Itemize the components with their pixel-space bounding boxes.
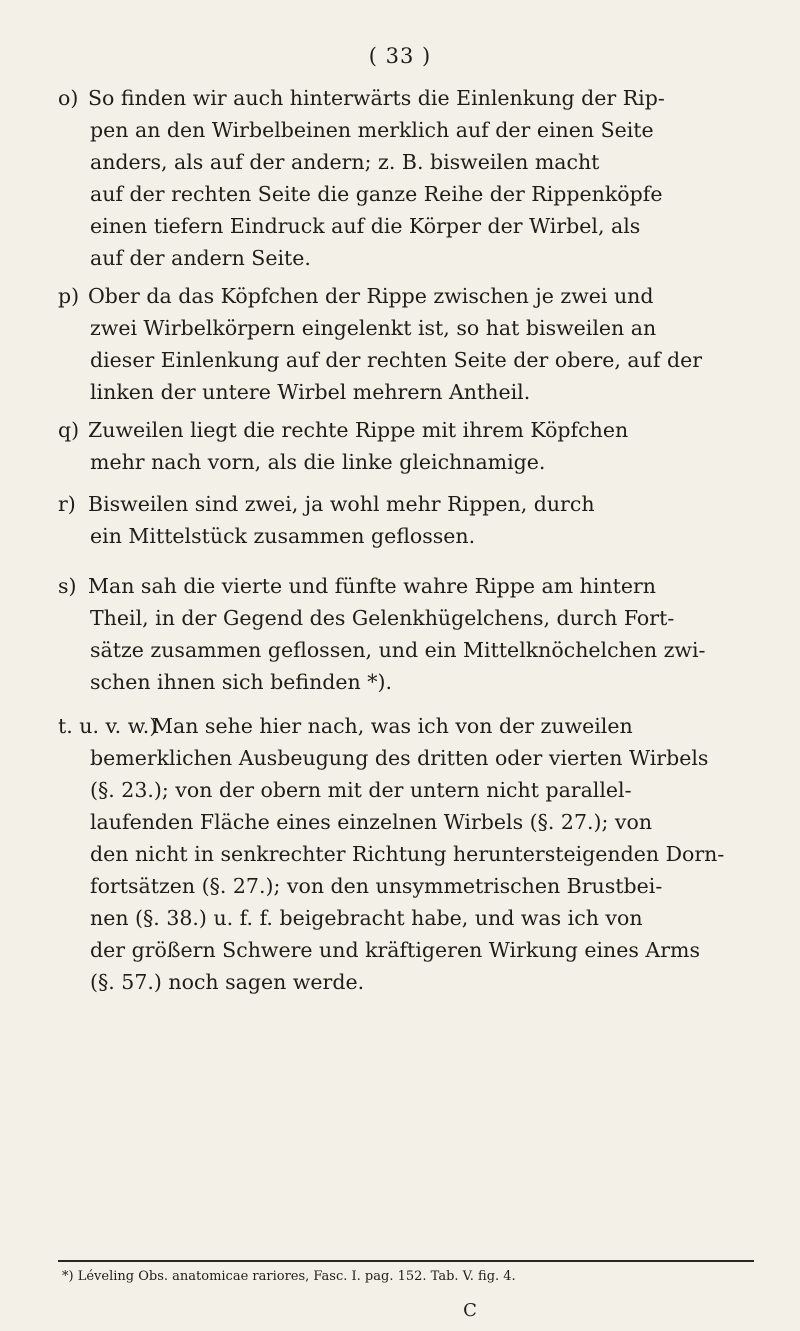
paragraph-q xyxy=(58,414,748,478)
paragraph-label: p) xyxy=(58,284,80,308)
text-line: Man sehe hier nach, was ich von der zuweilen xyxy=(152,714,633,738)
paragraph-label: r) xyxy=(58,492,76,516)
text-line: (§. 57.) noch sagen werde. xyxy=(90,970,365,994)
footnote-text: Léveling Obs. anatomicae rariores, Fasc. I. pag. 152. Tab. V. fig. 4. xyxy=(77,1269,516,1284)
text-line: zwei Wirbelkörpern eingelenkt ist, so hat bisweilen an xyxy=(90,316,657,340)
text-line: einen tiefern Eindruck auf die Körper der Wirbel, als xyxy=(90,214,641,238)
text-line: Bisweilen sind zwei, ja wohl mehr Rippen, durch xyxy=(88,492,595,516)
text-line: auf der andern Seite. xyxy=(90,246,311,270)
text-line: pen an den Wirbelbeinen merklich auf der einen Seite xyxy=(90,118,654,142)
paragraph-s xyxy=(58,570,748,698)
paragraph-label: q) xyxy=(58,418,80,442)
page-number: ( 33 ) xyxy=(368,44,432,68)
text-line: linken der untere Wirbel mehrern Antheil. xyxy=(90,380,531,404)
text-line: bemerklichen Ausbeugung des dritten oder vierten Wirbels xyxy=(90,746,709,770)
paragraph-label: s) xyxy=(58,574,77,598)
text-line: Ober da das Köpfchen der Rippe zwischen je zwei und xyxy=(88,284,654,308)
text-line: Man sah die vierte und fünfte wahre Rippe am hintern xyxy=(88,574,657,598)
signature-mark: C xyxy=(463,1300,477,1321)
text-line: Theil, in der Gegend des Gelenkhügelchens, durch Fort- xyxy=(90,606,675,630)
text-line: anders, als auf der andern; z. B. bisweilen macht xyxy=(90,150,600,174)
text-line: schen ihnen sich befinden *). xyxy=(90,670,393,694)
text-line: fortsätzen (§. 27.); von den unsymmetrischen Brustbei- xyxy=(90,874,663,898)
footnote-marker: *) xyxy=(62,1269,74,1284)
text-line: den nicht in senkrechter Richtung heruntersteigenden Dorn- xyxy=(90,842,725,866)
text-line: nen (§. 38.) u. f. f. beigebracht habe, und was ich von xyxy=(90,906,643,930)
paragraph-label: o) xyxy=(58,86,79,110)
text-line: Zuweilen liegt die rechte Rippe mit ihrem Köpfchen xyxy=(88,418,629,442)
footnote-divider xyxy=(58,1260,754,1262)
paragraph-p xyxy=(58,280,748,408)
paragraph-label: t. u. v. w.) xyxy=(58,714,158,738)
text-line: auf der rechten Seite die ganze Reihe der Rippenköpfe xyxy=(90,182,663,206)
text-line: sätze zusammen geflossen, und ein Mittelknöchelchen zwi- xyxy=(90,638,706,662)
text-line: So finden wir auch hinterwärts die Einlenkung der Rip- xyxy=(88,86,665,110)
text-line: laufenden Fläche eines einzelnen Wirbels (§. 27.); von xyxy=(90,810,653,834)
text-line: ein Mittelstück zusammen geflossen. xyxy=(90,524,476,548)
paragraph-r xyxy=(58,488,748,552)
text-line: mehr nach vorn, als die linke gleichnamige. xyxy=(90,450,546,474)
paragraph-tuvw xyxy=(58,710,748,998)
paragraph-o xyxy=(58,82,748,274)
footnote xyxy=(62,1269,752,1284)
text-line: dieser Einlenkung auf der rechten Seite der obere, auf der xyxy=(90,348,702,372)
text-line: der größern Schwere und kräftigeren Wirkung eines Arms xyxy=(90,938,700,962)
text-line: (§. 23.); von der obern mit der untern nicht parallel- xyxy=(90,778,632,802)
